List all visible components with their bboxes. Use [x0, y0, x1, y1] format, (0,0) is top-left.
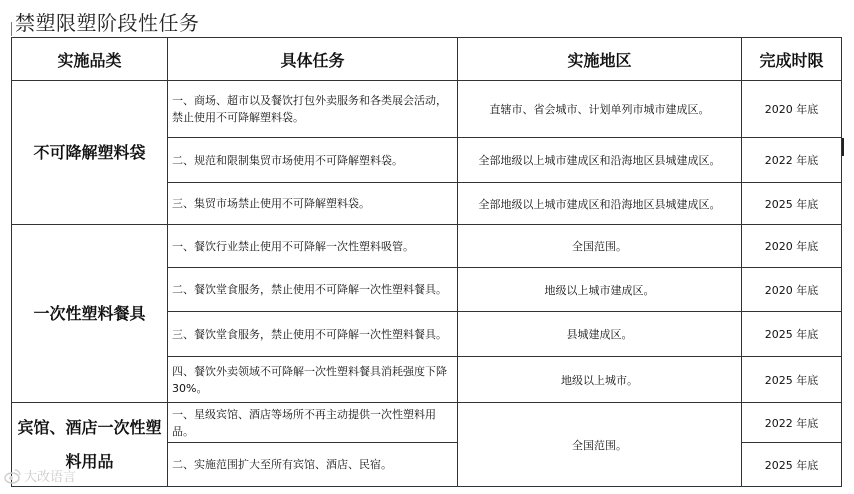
- weibo-icon: [4, 468, 22, 484]
- deadline-cell: 2022 年底: [742, 138, 842, 183]
- watermark: [4, 466, 76, 485]
- table-row: [12, 225, 842, 268]
- task-cell: 二、餐饮堂食服务，禁止使用不可降解一次性塑料餐具。: [168, 268, 458, 312]
- task-cell: 一、星级宾馆、酒店等场所不再主动提供一次性塑料用品。: [168, 403, 458, 443]
- header-area: 实施地区: [458, 38, 742, 81]
- text-cursor-mark: [842, 138, 844, 156]
- area-cell: 地级以上城市。: [458, 357, 742, 403]
- category-cell: 宾馆、酒店一次性塑料用品: [12, 403, 168, 487]
- area-cell: 全部地级以上城市建成区和沿海地区县城建成区。: [458, 138, 742, 183]
- deadline-cell: 2025 年底: [742, 443, 842, 487]
- deadline-cell: 2020 年底: [742, 268, 842, 312]
- task-cell: 一、餐饮行业禁止使用不可降解一次性塑料吸管。: [168, 225, 458, 268]
- task-cell: 一、商场、超市以及餐饮打包外卖服务和各类展会活动，禁止使用不可降解塑料袋。: [168, 81, 458, 138]
- deadline-cell: 2022 年底: [742, 403, 842, 443]
- task-cell: 二、实施范围扩大至所有宾馆、酒店、民宿。: [168, 443, 458, 487]
- header-row: [12, 38, 842, 81]
- table-row: [12, 403, 842, 443]
- area-cell: 全国范围。: [458, 225, 742, 268]
- category-cell: 不可降解塑料袋: [12, 81, 168, 225]
- area-cell: 直辖市、省会城市、计划单列市城市建成区。: [458, 81, 742, 138]
- task-cell: 三、集贸市场禁止使用不可降解塑料袋。: [168, 183, 458, 225]
- page-title: 禁塑限塑阶段性任务: [15, 11, 200, 35]
- task-table: [11, 37, 842, 487]
- task-cell: 四、餐饮外卖领域不可降解一次性塑料餐具消耗强度下降 30%。: [168, 357, 458, 403]
- deadline-cell: 2025 年底: [742, 312, 842, 357]
- deadline-cell: 2020 年底: [742, 81, 842, 138]
- header-deadline: 完成时限: [742, 38, 842, 81]
- area-cell: 全国范围。: [458, 403, 742, 487]
- area-cell: 县城建成区。: [458, 312, 742, 357]
- area-cell: 地级以上城市建成区。: [458, 268, 742, 312]
- category-cell: 一次性塑料餐具: [12, 225, 168, 403]
- header-category: 实施品类: [12, 38, 168, 81]
- watermark-text: 大改语言: [24, 470, 77, 485]
- corner-mark: [11, 22, 12, 36]
- task-cell: 三、餐饮堂食服务，禁止使用不可降解一次性塑料餐具。: [168, 312, 458, 357]
- area-cell: 全部地级以上城市建成区和沿海地区县城建成区。: [458, 183, 742, 225]
- deadline-cell: 2020 年底: [742, 225, 842, 268]
- table-row: [12, 81, 842, 138]
- deadline-cell: 2025 年底: [742, 357, 842, 403]
- task-cell: 二、规范和限制集贸市场使用不可降解塑料袋。: [168, 138, 458, 183]
- deadline-cell: 2025 年底: [742, 183, 842, 225]
- header-task: 具体任务: [168, 38, 458, 81]
